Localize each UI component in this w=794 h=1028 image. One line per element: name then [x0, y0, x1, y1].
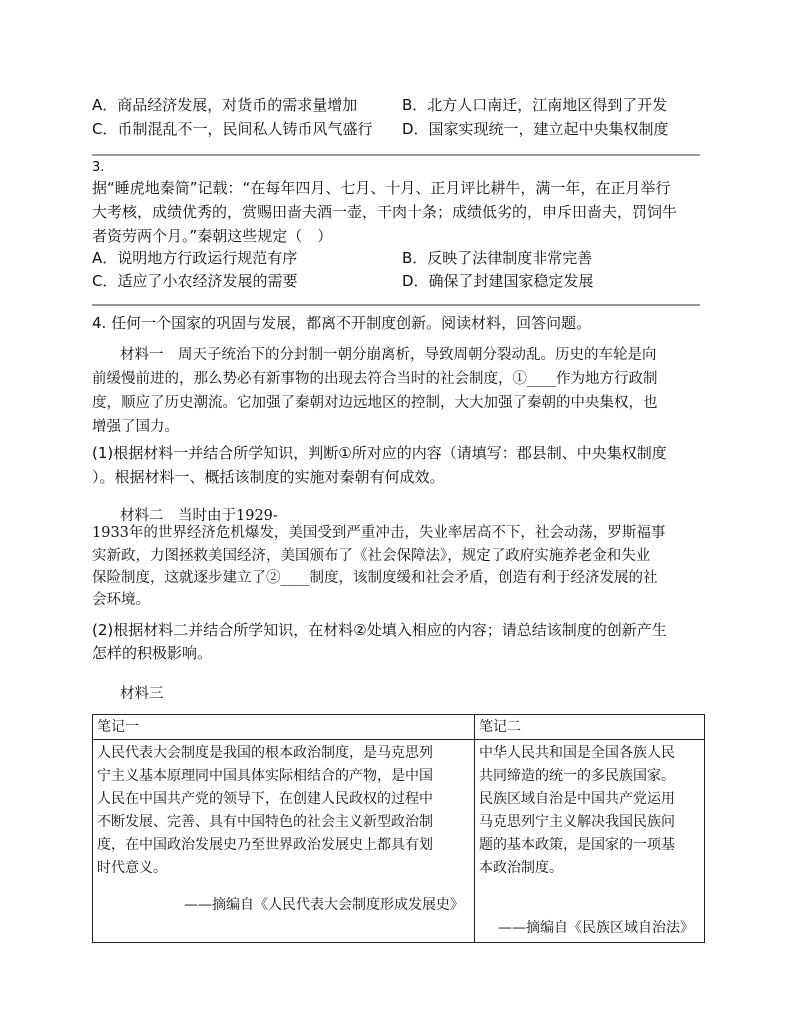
q3-option-b: B．反映了法律制度非常完善: [402, 249, 593, 267]
q2-option-b: B．北方人口南迁，江南地区得到了开发: [402, 96, 668, 114]
divider: [92, 154, 700, 156]
material-1-line: 增强了国力。: [92, 419, 179, 435]
note-1-citation: ——摘编自《人民代表大会制度形成发展史》: [184, 897, 464, 913]
q3-number: 3.: [92, 160, 105, 175]
note-1-text: 人民代表大会制度是我国的根本政治制度，是马克思列 宁主义基本原理同中国具体实际相结合的产物，是中国 人民在中国共产党的领导下，在创建人民政权的过程中 不断发展、完善、具有中国特色的社会主义新型政治制 度，在中国政治发展史乃至世界政治发展史上都具有划 时代意义。: [97, 745, 433, 876]
note-2-citation: ——摘编自《民族区域自治法》: [498, 920, 694, 936]
q3-option-a: A．说明地方行政运行规范有序: [92, 249, 298, 267]
q2-option-d: D．国家实现统一，建立起中央集权制度: [402, 120, 669, 138]
material-2-line: 会环境。: [92, 592, 150, 608]
table-cell-note-1: [93, 740, 475, 943]
table-header-note-2: 笔记二: [475, 715, 705, 740]
q2-option-c: C．币制混乱不一，民间私人铸币风气盛行: [92, 120, 373, 138]
q3-stem-line: 据“睡虎地秦简”记载：“在每年四月、七月、十月、正月评比耕牛，满一年，在正月举行: [92, 179, 671, 197]
note-2-text: 中华人民共和国是全国各族人民 共同缔造的统一的多民族国家。 民族区域自治是中国共产党运用 马克思列宁主义解决我国民族问 题的基本政策，是国家的一项基 本政治制度。: [479, 745, 675, 876]
sub-question-2: (2)根据材料二并结合所学知识，在材料②处填入相应的内容；请总结该制度的创新产生: [92, 621, 667, 639]
material-1-line: 前缓慢前进的，那么势必有新事物的出现去符合当时的社会制度，①____作为地方行政制: [92, 371, 658, 387]
material-2-line: 实新政，力图拯救美国经济，美国颁布了《社会保障法》，规定了政府实施养老金和失业: [92, 548, 651, 564]
material-1-line: 度，顺应了历史潮流。它加强了秦朝对边远地区的控制，大大加强了秦朝的中央集权，也: [92, 395, 658, 411]
q3-stem-line: 者资劳两个月。”秦朝这些规定（ ）: [92, 227, 333, 245]
q4-stem: 4. 任何一个国家的巩固与发展，都离不开制度创新。阅读材料，回答问题。: [92, 314, 592, 332]
q3-option-c: C．适应了小农经济发展的需要: [92, 272, 298, 290]
q2-option-a: A．商品经济发展，对货币的需求量增加: [92, 96, 358, 114]
q3-stem-line: 大考核，成绩优秀的，赏赐田啬夫酒一壶，干肉十条；成绩低劣的，申斥田啬夫，罚饲牛: [92, 203, 678, 221]
q3-option-d: D．确保了封建国家稳定发展: [402, 272, 594, 290]
material-3-label: 材料三: [120, 686, 164, 702]
table-header-note-1: 笔记一: [93, 715, 475, 740]
table-cell-note-2: [475, 740, 705, 943]
material-2-line: 1933年的世界经济危机爆发，美国受到严重冲击，失业率居高不下，社会动荡，罗斯福事: [92, 525, 666, 541]
material-1-line: 材料一 周天子统治下的分封制一朝分崩离析，导致周朝分裂动乱。历史的车轮是向: [120, 347, 657, 363]
sub-question-1: ）。根据材料一、概括该制度的实施对秦朝有何成效。: [92, 468, 445, 486]
material-2-line: 材料二 当时由于1929-: [120, 508, 278, 524]
material-2-line: 保险制度，这就逐步建立了②____制度，该制度缓和社会矛盾，创造有利于经济发展的社: [92, 570, 658, 586]
notes-table: [92, 714, 705, 943]
divider: [92, 304, 700, 306]
sub-question-1: (1)根据材料一并结合所学知识，判断①所对应的内容（请填写：郡县制、中央集权制度: [92, 444, 667, 462]
sub-question-2: 怎样的积极影响。: [92, 644, 213, 662]
